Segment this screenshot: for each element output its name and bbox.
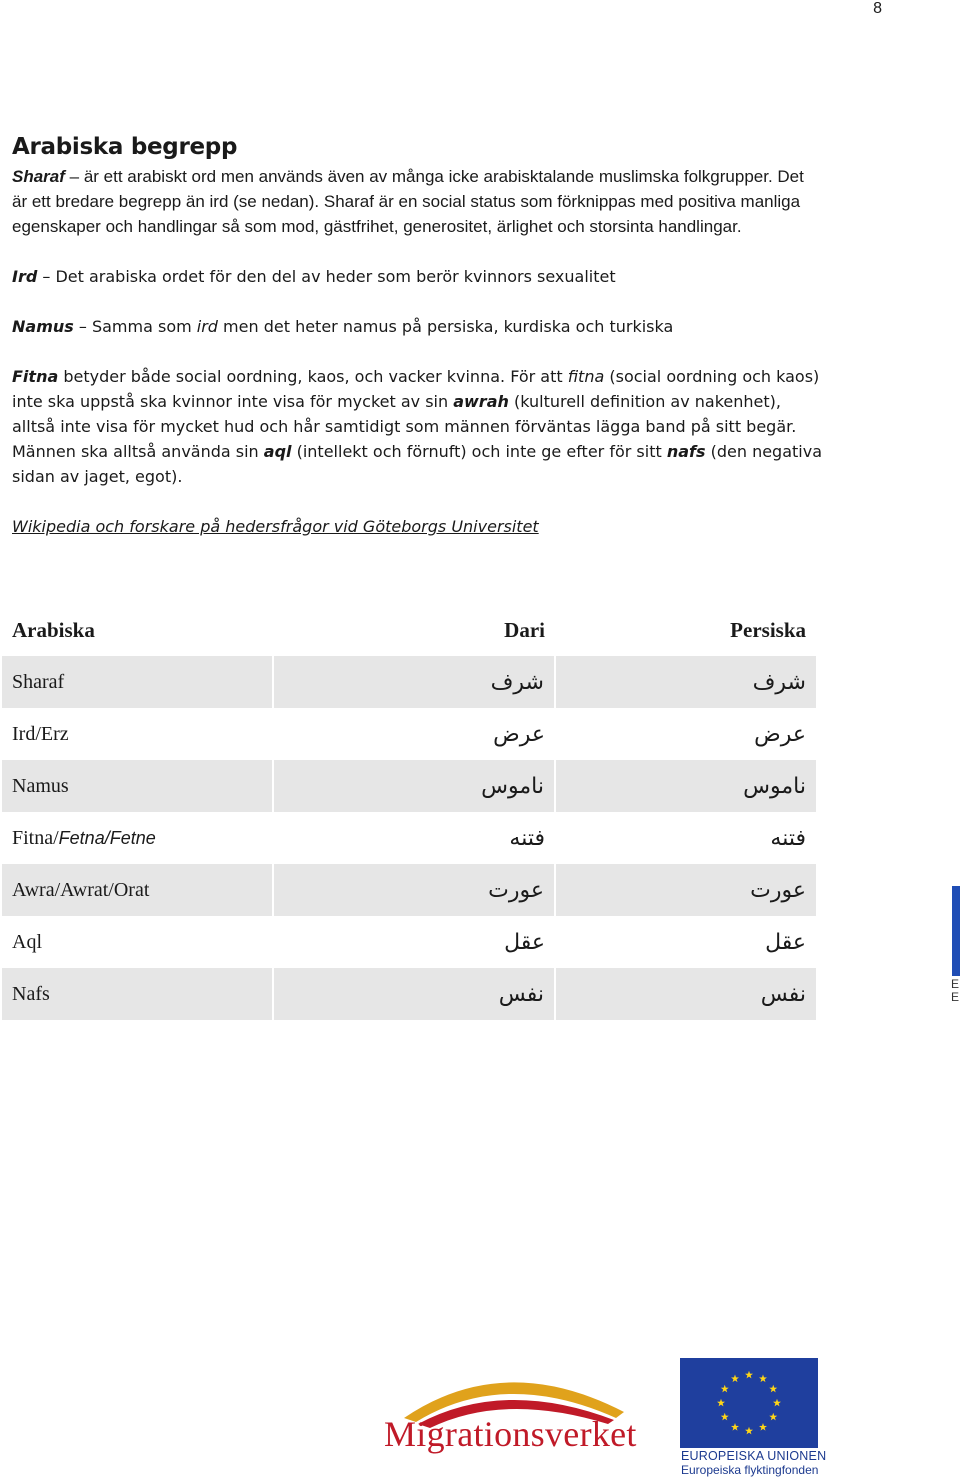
- ird-paragraph: [12, 264, 822, 289]
- eu-flag-edge-fragment: [952, 886, 960, 976]
- header-persiska: Persiska: [730, 617, 806, 642]
- namus-text-1: – Samma som: [73, 317, 197, 336]
- fitna-italic: fitna: [567, 367, 605, 386]
- header-arabiska: Arabiska: [12, 617, 95, 642]
- cell-arabiska: Awra/Awrat/Orat: [2, 864, 273, 916]
- namus-paragraph: [12, 314, 822, 339]
- cell-dari: ناموس: [273, 760, 555, 812]
- migrationsverket-wordmark: Migrationsverket: [384, 1414, 637, 1454]
- table-row: [2, 916, 816, 968]
- sharaf-paragraph: [12, 164, 822, 239]
- document-body: [12, 134, 822, 539]
- sharaf-text: – är ett arabiskt ord men används även av många icke arabisktalande muslimska folkgrupper. Det är ett bredare begrepp än ird (se nedan). Sharaf är en social status som förknippas med positiva manliga egenskaper och handlingar så som mod, gästfrihet, generositet, ärlighet och storsinta handlingar.: [12, 167, 804, 236]
- terms-table: [2, 604, 816, 1020]
- table-row: [2, 656, 816, 708]
- cell-arabiska-italic: Fetna/Fetne: [58, 827, 156, 848]
- table-row: [2, 708, 816, 760]
- cell-arabiska: Sharaf: [2, 656, 273, 708]
- cell-dari: عرض: [493, 721, 545, 747]
- cell-arabiska: [2, 812, 273, 864]
- cell-persiska: فتنه: [770, 825, 806, 851]
- awrah-term: awrah: [453, 392, 509, 411]
- cell-dari: عقل: [504, 929, 545, 955]
- eu-union-label: EUROPEISKA UNIONEN: [681, 1449, 827, 1463]
- fitna-text-4: (intellekt och förnuft) och inte ge efter för sitt: [291, 442, 667, 461]
- fitna-paragraph: [12, 364, 822, 489]
- namus-term: Namus: [12, 317, 74, 336]
- fitna-text-5: (den negativa sidan av jaget, egot).: [12, 442, 823, 486]
- page-number: 8: [873, 0, 882, 17]
- cell-persiska: شرف: [555, 656, 816, 708]
- fitna-text-2: (social oordning och kaos) inte ska uppstå ska kvinnor inte visa för mycket av sin: [12, 367, 820, 411]
- ird-text: – Det arabiska ordet för den del av heder som berör kvinnors sexualitet: [37, 267, 616, 286]
- cell-persiska: عورت: [555, 864, 816, 916]
- table-row: [2, 864, 816, 916]
- cell-dari: شرف: [273, 656, 555, 708]
- cell-dari: عورت: [273, 864, 555, 916]
- section-heading: Arabiska begrepp: [12, 134, 238, 160]
- nafs-term: nafs: [666, 442, 706, 461]
- table-header-row: [2, 604, 816, 656]
- header-dari: Dari: [504, 617, 545, 642]
- table-row: [2, 968, 816, 1020]
- table-row: [2, 812, 816, 864]
- cell-arabiska: Nafs: [2, 968, 273, 1020]
- eu-fund-label: Europeiska flyktingfonden: [681, 1463, 819, 1477]
- namus-text-2: men det heter namus på persiska, kurdiska och turkiska: [217, 317, 674, 336]
- cell-dari: فتنه: [509, 825, 545, 851]
- cell-dari: نفس: [273, 968, 555, 1020]
- cell-arabiska: Ird/Erz: [12, 722, 69, 745]
- aql-term: aql: [263, 442, 292, 461]
- cell-arabiska-main: Fitna/: [12, 826, 59, 849]
- cell-persiska: عرض: [754, 721, 806, 747]
- sharaf-term: Sharaf: [12, 167, 65, 186]
- fitna-term: Fitna: [12, 367, 59, 386]
- cell-persiska: عقل: [765, 929, 806, 955]
- fitna-text-1: betyder både social oordning, kaos, och vacker kvinna. För att: [58, 367, 568, 386]
- cell-arabiska: Namus: [2, 760, 273, 812]
- source-paragraph: [12, 514, 822, 539]
- namus-ird-italic: ird: [196, 317, 218, 336]
- eu-flag-icon: [680, 1358, 818, 1448]
- fitna-text-3: (kulturell definition av nakenhet), alltså inte visa för mycket hud och hår samtidigt som männen förväntas lägga band på sitt begär. Männen ska alltså använda sin: [12, 392, 797, 461]
- cell-arabiska: Aql: [12, 930, 42, 953]
- cell-persiska: نفس: [555, 968, 816, 1020]
- table-row: [2, 760, 816, 812]
- cell-persiska: ناموس: [555, 760, 816, 812]
- ird-term: Ird: [12, 267, 38, 286]
- source-citation: Wikipedia och forskare på hedersfrågor vid Göteborgs Universitet: [12, 517, 539, 536]
- eu-edge-text: E E: [951, 977, 960, 1004]
